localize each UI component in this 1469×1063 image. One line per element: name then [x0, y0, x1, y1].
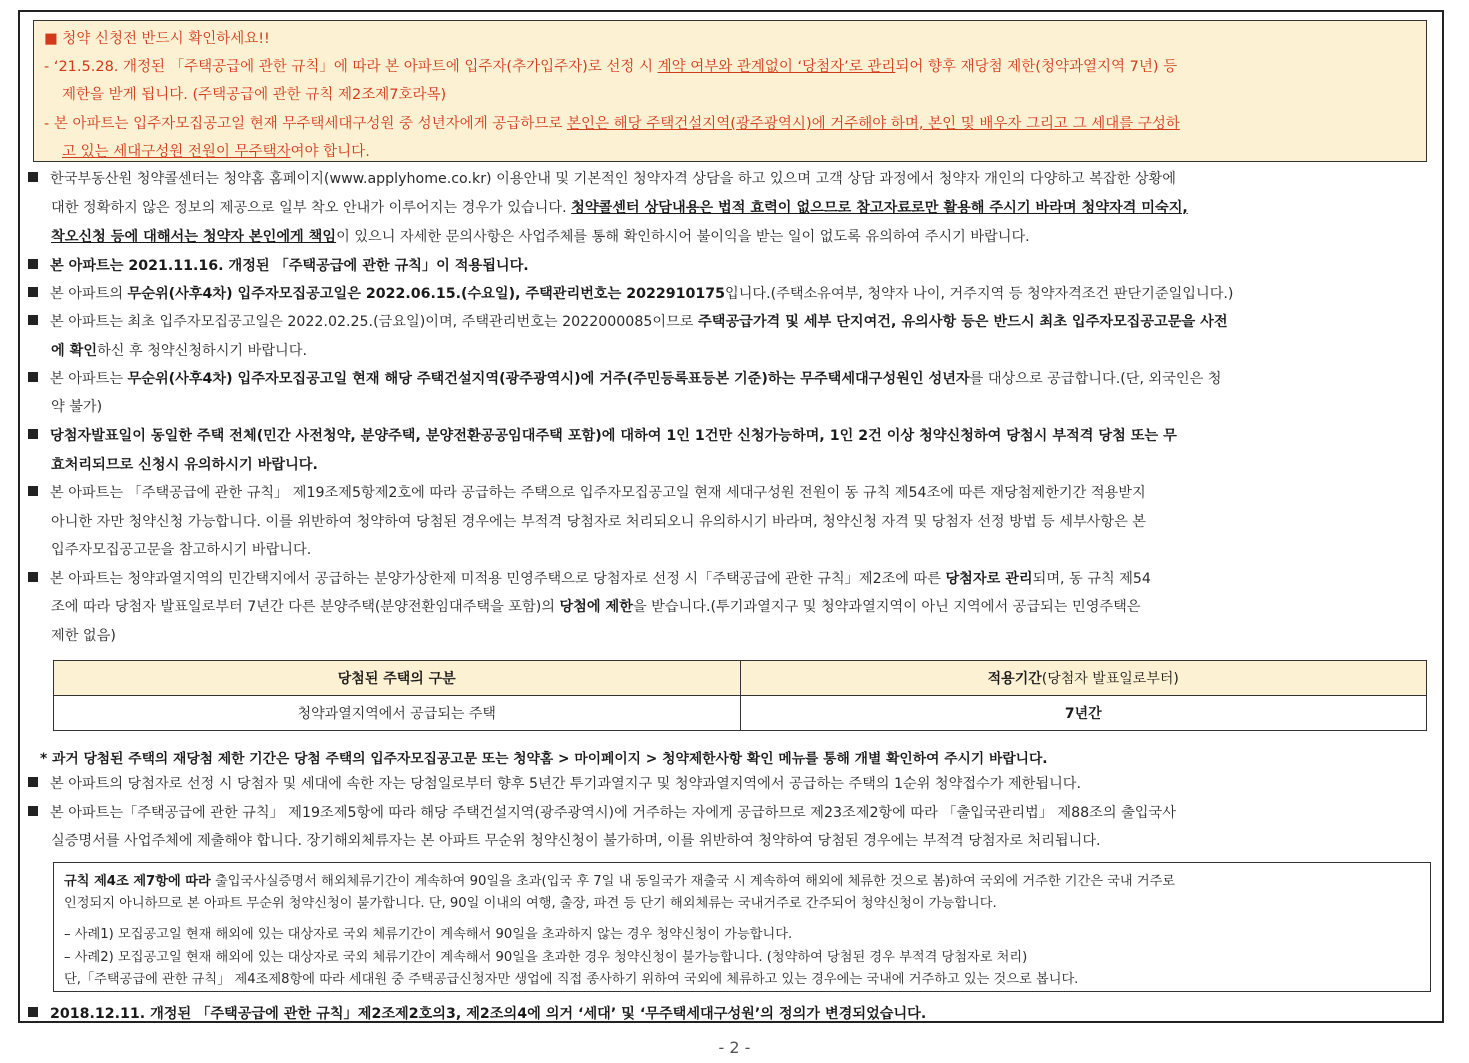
para-immigration-cert-2: 실증명서를 사업주체에 제출해야 합니다. 장기해외체류자는 본 아파트 무순위 청약신청이 불가하며, 이를 위반하여 청약하여 당첨된 경우에는 부적격 당첨자로 처리됩니다. — [51, 833, 1101, 849]
para-first-priority-restriction: 본 아파트의 당첨자로 선정 시 당첨자 및 세대에 속한 자는 당첨일로부터 향후 5년간 투기과열지구 및 청약과열지역에서 공급하는 주택의 1순위 청약접수가 제한됩니다. — [28, 773, 1081, 793]
bullet-square-icon — [28, 429, 38, 439]
para-call-center: 한국부동산원 청약콜센터는 청약홈 홈페이지(www.applyhome.co.kr) 이용안내 및 기본적인 청약자격 상담을 하고 있으며 고객 상담 과정에서 청약자 개인의 다양하고 복잡한 상황에 — [28, 168, 1176, 188]
notice-item-2: - 본 아파트는 입주자모집공고일 현재 무주택세대구성원 중 성년자에게 공급하므로 본인은 해당 주택건설지역(광주광역시)에 거주해야 하며, 본인 및 배우자 그리고 그 세대를 구성하 — [44, 116, 1180, 132]
para-definition-change: 2018.12.11. 개정된 「주택공급에 관한 규칙」제2조제2호의3, 제2조의4에 의거 ‘세대’ 및 ‘무주택세대구성원’의 정의가 변경되었습니다. — [28, 1003, 926, 1023]
box-case-2: – 사례2) 모집공고일 현재 해외에 있는 대상자로 국외 체류기간이 계속해서 90일을 초과한 경우 청약신청이 불가능합니다. (청약하여 당첨된 경우 부적격 당첨자로 처리) — [64, 950, 1028, 965]
bullet-square-icon — [28, 287, 38, 297]
para-call-center-2: 대한 정확하지 않은 정보의 제공으로 일부 착오 안내가 이루어지는 경우가 있습니다. 청약콜센터 상담내용은 법적 효력이 없으므로 참고자료로만 활용해 주시기 바라며 청약자격 미숙지, — [51, 200, 1188, 216]
bullet-square-icon — [28, 259, 38, 269]
para-rewin-restriction-2: 아니한 자만 청약신청 가능합니다. 이를 위반하여 청약하여 당첨된 경우에는 부적격 당첨자로 처리되오니 유의하시기 바라며, 청약신청 자격 및 당첨자 선정 방법 등 세부사항은 본 — [51, 514, 1147, 530]
para-winner-management-2: 조에 따라 당첨자 발표일로부터 7년간 다른 분양주택(분양전환임대주택을 포함)의 당첨에 제한을 받습니다.(투기과열지구 및 청약과열지역이 아닌 지역에서 공급되는 민영주택은 — [51, 599, 1141, 615]
bullet-square-icon — [28, 486, 38, 496]
bullet-square-icon — [28, 172, 38, 182]
warning-notice-box — [33, 20, 1427, 162]
para-rewin-restriction: 본 아파트는 「주택공급에 관한 규칙」 제19조제5항제2호에 따라 공급하는 주택으로 입주자모집공고일 현재 세대구성원 전원이 동 규칙 제54조에 따른 재당첨제한기간 적용받지 — [28, 482, 1146, 502]
para-eligibility: 본 아파트는 무순위(사후4차) 입주자모집공고일 현재 해당 주택건설지역(광주광역시)에 거주(주민등록표등본 기준)하는 무주택세대구성원인 성년자를 대상으로 공급합니다.(단, 외국인은 청 — [28, 368, 1222, 388]
para-winner-management: 본 아파트는 청약과열지역의 민간택지에서 공급하는 분양가상한제 미적용 민영주택으로 당첨자로 선정 시「주택공급에 관한 규칙」제2조에 따른 당첨자로 관리되며, 동 규칙 제54 — [28, 568, 1151, 588]
table-cell-housing-type: 청약과열지역에서 공급되는 주택 — [54, 696, 741, 731]
bullet-square-icon — [28, 1007, 38, 1017]
para-eligibility-2: 약 불가) — [51, 399, 103, 415]
table-header-period: 적용기간(당첨자 발표일로부터) — [740, 661, 1427, 696]
box-line-2: 인정되지 아니하므로 본 아파트 무순위 청약신청이 불가합니다. 단, 90일 이내의 여행, 출장, 파견 등 단기 해외체류는 국내거주로 간주되어 청약신청이 가능합니다. — [64, 896, 997, 911]
notice-item-1-cont: 제한을 받게 됩니다. (주택공급에 관한 규칙 제2조제7호라목) — [62, 87, 447, 103]
footnote: * 과거 당첨된 주택의 재당첨 제한 기간은 당첨 주택의 입주자모집공고문 또는 청약홈 > 마이페이지 > 청약제한사항 확인 메뉴를 통해 개별 확인하여 주시기 바랍니다. — [40, 751, 1048, 767]
para-call-center-3: 착오신청 등에 대해서는 청약자 본인에게 책임이 있으니 자세한 문의사항은 사업주체를 통해 확인하시어 불이익을 받는 일이 없도록 유의하여 주시기 바랍니다. — [51, 229, 1030, 245]
table-cell-period: 7년간 — [740, 696, 1427, 731]
para-rule-applied: 본 아파트는 2021.11.16. 개정된 「주택공급에 관한 규칙」이 적용됩니다. — [28, 255, 529, 275]
bullet-square-icon — [28, 572, 38, 582]
page-number: - 2 - — [718, 1038, 751, 1057]
para-first-announcement: 본 아파트는 최초 입주자모집공고일은 2022.02.25.(금요일)이며, 주택관리번호는 2022000085이므로 주택공급가격 및 세부 단지여건, 유의사항 등은 반드시 최초 입주자모집공고문을 사전 — [28, 311, 1228, 331]
bullet-square-icon — [28, 777, 38, 787]
bullet-square-icon — [28, 315, 38, 325]
para-winner-management-3: 제한 없음) — [51, 628, 116, 644]
box-line-1: 규칙 제4조 제7항에 따라 출입국사실증명서 해외체류기간이 계속하여 90일을 초과(입국 후 7일 내 동일국가 재출국 시 계속하여 해외에 체류한 것으로 봄)하여 국외에 거주한 기간은 국내 거주로 — [64, 874, 1176, 889]
para-immigration-cert: 본 아파트는「주택공급에 관한 규칙」 제19조제5항에 따라 해당 주택건설지역(광주광역시)에 거주하는 자에게 공급하므로 제23조제2항에 따라 「출입국관리법」 제88조의 출입국사 — [28, 802, 1176, 822]
notice-title: ■ 청약 신청전 반드시 확인하세요!! — [44, 31, 270, 47]
para-one-application-2: 효처리되므로 신청시 유의하시기 바랍니다. — [51, 457, 318, 473]
table-header-row — [54, 661, 1427, 696]
box-case-1: – 사례1) 모집공고일 현재 해외에 있는 대상자로 국외 체류기간이 계속해서 90일을 초과하지 않는 경우 청약신청이 가능합니다. — [64, 927, 793, 942]
para-first-announcement-2: 에 확인하신 후 청약신청하시기 바랍니다. — [51, 343, 307, 359]
table-header-housing-type: 당첨된 주택의 구분 — [54, 661, 741, 696]
bullet-square-icon — [28, 372, 38, 382]
notice-item-1: - ‘21.5.28. 개정된 「주택공급에 관한 규칙」에 따라 본 아파트에 입주자(추가입주자)로 선정 시 계약 여부와 관계없이 ‘당첨자’로 관리되어 향후 재당첨 제한(청약과열지역 7년) 등 — [44, 59, 1178, 75]
table-row — [54, 696, 1427, 731]
overseas-stay-box — [53, 862, 1431, 992]
box-line-5: 단,「주택공급에 관한 규칙」 제4조제8항에 따라 세대원 중 주택공급신청자만 생업에 직접 종사하기 위하여 국외에 체류하고 있는 경우에는 국내에 거주하고 있는 것으로 봅니다. — [64, 972, 1079, 987]
bullet-square-icon — [28, 806, 38, 816]
para-rewin-restriction-3: 입주자모집공고문을 참고하시기 바랍니다. — [51, 542, 312, 558]
restriction-period-table — [53, 660, 1427, 731]
para-announcement-date: 본 아파트의 무순위(사후4차) 입주자모집공고일은 2022.06.15.(수요일), 주택관리번호는 2022910175입니다.(주택소유여부, 청약자 나이, 거주지역 등 청약자격조건 판단기준일입니다.) — [28, 283, 1233, 303]
para-one-application: 당첨자발표일이 동일한 주택 전체(민간 사전청약, 분양주택, 분양전환공공임대주택 포함)에 대하여 1인 1건만 신청가능하며, 1인 2건 이상 청약신청하여 당첨시 부적격 당첨 또는 무 — [28, 425, 1177, 445]
notice-item-2-cont: 고 있는 세대구성원 전원이 무주택자여야 합니다. — [62, 144, 370, 160]
